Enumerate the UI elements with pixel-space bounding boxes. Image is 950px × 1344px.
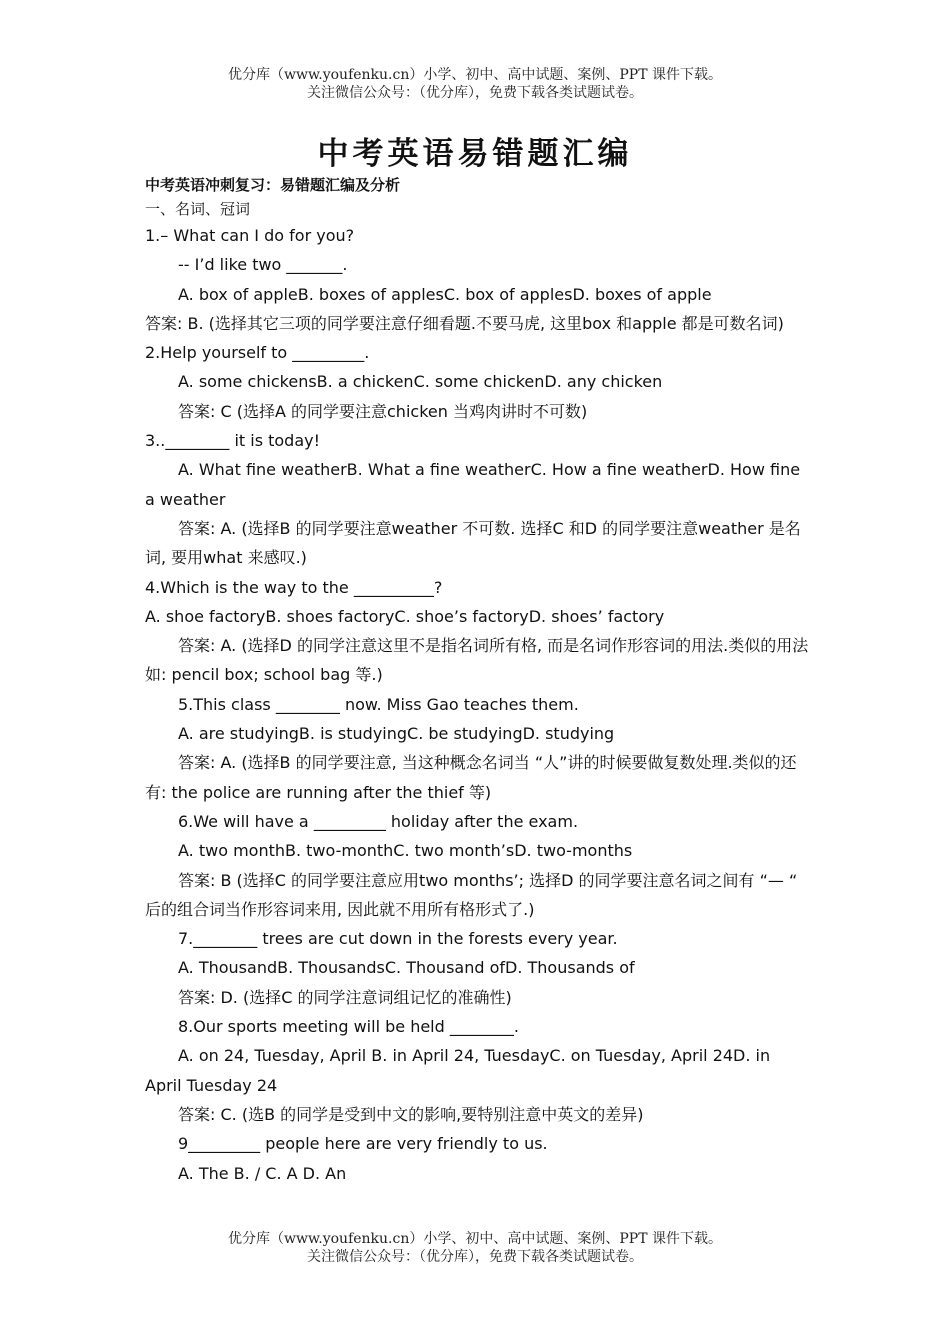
question-1: 1.– What can I do for you? bbox=[145, 226, 355, 245]
question-5: 5.This class ________ now. Miss Gao teaches them. bbox=[178, 694, 579, 714]
document-title: 中考英语易错题汇编 bbox=[317, 136, 633, 172]
question-6-answer: 答案: B (选择C 的同学要注意应用two months’; 选择D 的同学要注意名词之间有 “— “ 后的组合词当作形容词来用, 因此就不用所有格形式了.) bbox=[145, 870, 798, 919]
question-4-answer: 答案: A. (选择D 的同学注意这里不是指名词所有格, 而是名词作形容词的用法.类似的用法如: pencil box; school bag 等.) bbox=[145, 636, 809, 685]
question-7-answer: 答案: D. (选择C 的同学注意词组记忆的准确性) bbox=[178, 987, 512, 1007]
question-2-answer: 答案: C (选择A 的同学要注意chicken 当鸡肉讲时不可数) bbox=[178, 401, 588, 421]
question-2-options: A. some chickensB. a chickenC. some chickenD. any chicken bbox=[178, 372, 663, 392]
page-footer bbox=[0, 1230, 950, 1266]
question-7-options: A. ThousandB. ThousandsC. Thousand ofD. Thousands of bbox=[178, 958, 635, 978]
question-9: 9_________ people here are very friendly to us. bbox=[178, 1134, 548, 1154]
question-8: 8.Our sports meeting will be held ________. bbox=[178, 1017, 519, 1037]
section-heading: 一、名词、冠词 bbox=[145, 200, 251, 218]
question-3: 3..________ it is today! bbox=[145, 431, 321, 451]
question-1-dialogue: -- I’d like two _______. bbox=[178, 255, 348, 275]
page-header bbox=[0, 66, 950, 102]
subtitle: 中考英语冲刺复习：易错题汇编及分析 bbox=[145, 176, 401, 194]
question-2: 2.Help yourself to _________. bbox=[145, 343, 370, 363]
header-line-1: 优分库（www.youfenku.cn）小学、初中、高中试题、案例、PPT 课件下载。 bbox=[227, 67, 722, 83]
question-8-options: A. on 24, Tuesday, April B. in April 24, TuesdayC. on Tuesday, April 24D. in April Tuesday 24 bbox=[145, 1046, 771, 1095]
question-5-answer: 答案: A. (选择B 的同学要注意, 当这种概念名词当 “人”讲的时候要做复数处理.类似的还有: the police are running after the thief 等) bbox=[145, 753, 797, 802]
question-8-answer: 答案: C. (选B 的同学是受到中文的影响,要特别注意中英文的差异) bbox=[178, 1104, 644, 1124]
header-line-2: 关注微信公众号：（优分库），免费下载各类试题试卷。 bbox=[307, 85, 643, 101]
footer-line-1: 优分库（www.youfenku.cn）小学、初中、高中试题、案例、PPT 课件下载。 bbox=[227, 1231, 722, 1247]
question-1-options: A. box of appleB. boxes of applesC. box of applesD. boxes of apple bbox=[178, 284, 712, 304]
footer-line-2: 关注微信公众号：（优分库），免费下载各类试题试卷。 bbox=[307, 1249, 643, 1265]
question-3-answer: 答案: A. (选择B 的同学要注意weather 不可数. 选择C 和D 的同学要注意weather 是名词, 要用what 来感叹.) bbox=[145, 518, 801, 568]
question-6-options: A. two monthB. two-monthC. two month’sD. two-months bbox=[178, 841, 633, 861]
question-9-options: A. The B. / C. A D. An bbox=[178, 1163, 347, 1183]
question-3-options: A. What fine weatherB. What a fine weatherC. How a fine weatherD. How fine a weather bbox=[145, 460, 801, 509]
question-1-answer: 答案: B. (选择其它三项的同学要注意仔细看题.不要马虎, 这里box 和apple 都是可数名词) bbox=[145, 313, 784, 333]
document-body bbox=[145, 173, 810, 1188]
question-7: 7.________ trees are cut down in the forests every year. bbox=[178, 929, 618, 949]
question-4: 4.Which is the way to the __________? bbox=[145, 577, 443, 597]
question-5-options: A. are studyingB. is studyingC. be studyingD. studying bbox=[178, 724, 615, 744]
question-4-options: A. shoe factoryB. shoes factoryC. shoe’s factoryD. shoes’ factory bbox=[145, 606, 665, 626]
question-6: 6.We will have a _________ holiday after the exam. bbox=[178, 811, 579, 831]
